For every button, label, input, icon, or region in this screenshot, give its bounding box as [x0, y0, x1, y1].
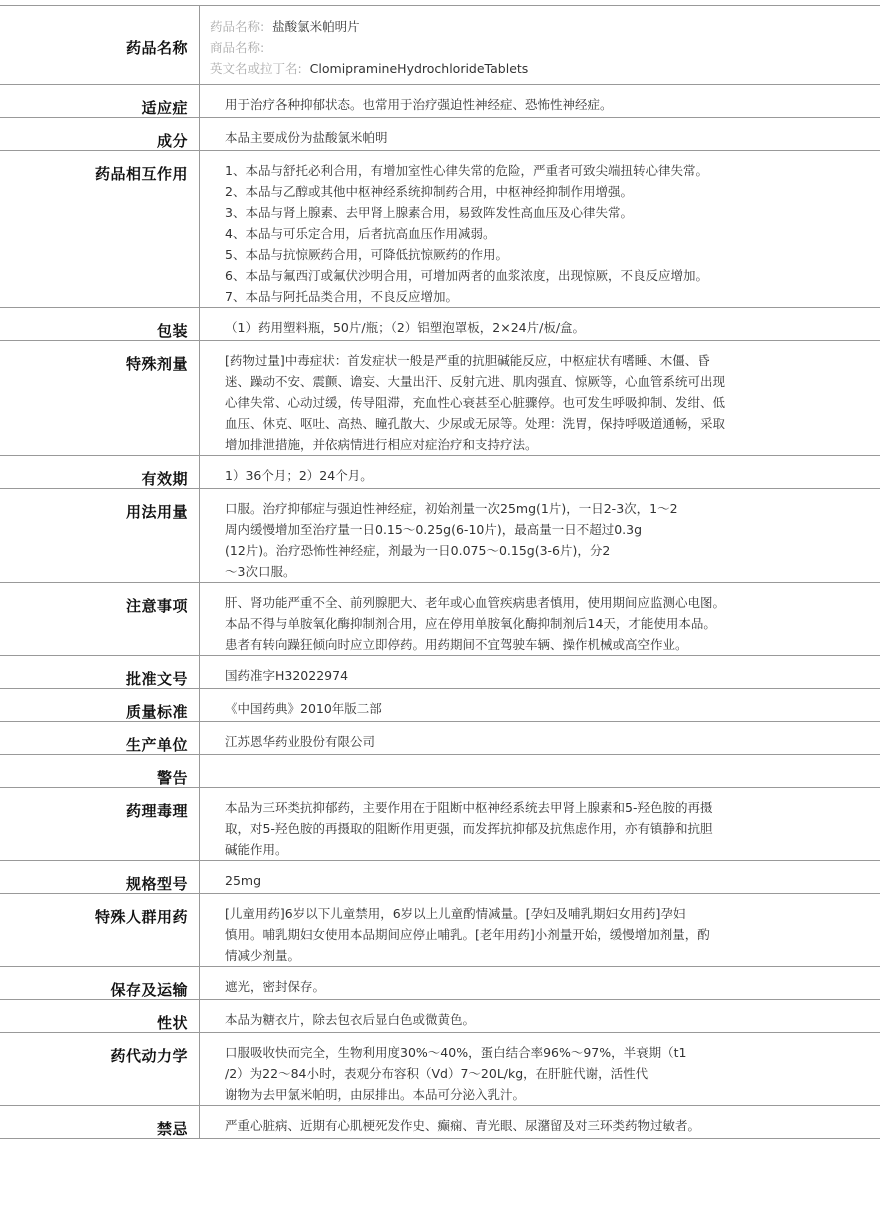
text-line: 3、本品与肾上腺素、去甲肾上腺素合用，易致阵发性高血压及心律失常。: [225, 205, 633, 220]
contraindications-text: 严重心脏病、近期有心肌梗死发作史、癫痫、青光眼、尿潴留及对三环类药物过敏者。: [225, 1118, 701, 1133]
text-line: 周内缓慢增加至治疗量一日0.15～0.25g(6-10片)，最高量一日不超过0.3g: [225, 522, 643, 537]
row-warning: [0, 755, 880, 788]
text-line: 心律失常、心动过缓，传导阻滞，充血性心衰甚至心脏骤停。也可发生呼吸抑制、发绀、低: [225, 395, 726, 410]
special-population-text: [200, 894, 880, 966]
row-label: 有效期: [0, 456, 200, 488]
row-drug-name: [0, 6, 880, 85]
manufacturer-text: 江苏恩华药业股份有限公司: [225, 734, 376, 749]
row-label: 警告: [0, 755, 200, 787]
row-storage: [0, 967, 880, 1000]
text-line: 5、本品与抗惊厥药合用，可降低抗惊厥药的作用。: [225, 247, 508, 262]
storage-text: 遮光，密封保存。: [225, 979, 326, 994]
row-label: 性状: [0, 1000, 200, 1032]
row-ingredients: [0, 118, 880, 151]
text-line: ～3次口服。: [225, 564, 296, 579]
row-interactions: [0, 151, 880, 308]
row-contraindications: [0, 1106, 880, 1139]
text-line: 慎用。哺乳期妇女使用本品期间应停止哺乳。[老年用药]小剂量开始，缓慢增加剂量，酌: [225, 927, 710, 942]
text-line: 取，对5-羟色胺的再摄取的阻断作用更强，而发挥抗抑郁及抗焦虑作用，亦有镇静和抗胆: [225, 821, 713, 836]
text-line: 口服。治疗抑郁症与强迫性神经症，初始剂量一次25mg(1片)，一日2-3次，1～2: [225, 501, 678, 516]
text-line: 迷、躁动不安、震颤、谵妄、大量出汗、反射亢进、肌肉强直、惊厥等，心血管系统可出现: [225, 374, 726, 389]
row-label: 批准文号: [0, 656, 200, 688]
approval-text: 国药准字H32022974: [225, 668, 349, 683]
indication-text: 用于治疗各种抑郁状态。也常用于治疗强迫性神经症、恐怖性神经症。: [225, 97, 613, 112]
standard-text: 《中国药典》2010年版二部: [225, 701, 382, 716]
text-line: 7、本品与阿托品类合用，不良反应增加。: [225, 289, 458, 304]
row-spec: [0, 861, 880, 894]
trade-name-key: 商品名称:: [210, 40, 265, 55]
row-label: 包装: [0, 308, 200, 340]
drug-info-table: [0, 5, 880, 1139]
drug-name-cell: [200, 6, 880, 84]
row-precautions: [0, 583, 880, 656]
row-indication: [0, 85, 880, 118]
row-approval: [0, 656, 880, 689]
row-label: 药品相互作用: [0, 151, 200, 307]
row-label: 注意事项: [0, 583, 200, 655]
row-label: 生产单位: [0, 722, 200, 754]
row-label: 质量标准: [0, 689, 200, 721]
row-special-dose: [0, 341, 880, 456]
text-line: [药物过量]中毒症状：首发症状一般是严重的抗胆碱能反应，中枢症状有嗜睡、木僵、昏: [225, 353, 710, 368]
text-line: 情减少剂量。: [225, 948, 301, 963]
row-label: 药品名称: [0, 6, 200, 84]
special-dose-text: [200, 341, 880, 455]
pharmacokinetics-text: [200, 1033, 880, 1105]
text-line: 6、本品与氟西汀或氟伏沙明合用，可增加两者的血浆浓度，出现惊厥，不良反应增加。: [225, 268, 708, 283]
row-pharmacokinetics: [0, 1033, 880, 1106]
text-line: 2、本品与乙醇或其他中枢神经系统抑制药合用，中枢神经抑制作用增强。: [225, 184, 633, 199]
row-description: [0, 1000, 880, 1033]
row-label: 药代动力学: [0, 1033, 200, 1105]
row-label: 适应症: [0, 85, 200, 117]
row-packaging: [0, 308, 880, 341]
row-label: 特殊剂量: [0, 341, 200, 455]
ingredients-text: 本品主要成份为盐酸氯米帕明: [225, 130, 388, 145]
usage-text: [200, 489, 880, 582]
interactions-text: [200, 151, 880, 307]
row-label: 特殊人群用药: [0, 894, 200, 966]
text-line: 增加排泄措施，并依病情进行相应对症治疗和支持疗法。: [225, 437, 538, 452]
packaging-text: （1）药用塑料瓶，50片/瓶；（2）铝塑泡罩板，2×24片/板/盒。: [225, 320, 586, 335]
generic-name-value: 盐酸氯米帕明片: [272, 19, 360, 34]
text-line: 4、本品与可乐定合用，后者抗高血压作用减弱。: [225, 226, 496, 241]
row-label: 药理毒理: [0, 788, 200, 860]
precautions-text: [200, 583, 880, 655]
row-validity: [0, 456, 880, 489]
row-label: 成分: [0, 118, 200, 150]
text-line: 血压、休克、呕吐、高热、瞳孔散大、少尿或无尿等。处理：洗胃，保持呼吸道通畅，采取: [225, 416, 726, 431]
text-line: 肝、肾功能严重不全、前列腺肥大、老年或心血管疾病患者慎用，使用期间应监测心电图。: [225, 595, 726, 610]
english-name-key: 英文名或拉丁名:: [210, 61, 302, 76]
row-label: 保存及运输: [0, 967, 200, 999]
text-line: 碱能作用。: [225, 842, 288, 857]
text-line: 患者有转向躁狂倾向时应立即停药。用药期间不宜驾驶车辆、操作机械或高空作业。: [225, 637, 688, 652]
text-line: [儿童用药]6岁以下儿童禁用，6岁以上儿童酌情减量。[孕妇及哺乳期妇女用药]孕妇: [225, 906, 686, 921]
text-line: (12片)。治疗恐怖性神经症，剂最为一日0.075～0.15g(3-6片)，分2: [225, 543, 611, 558]
warning-text: [200, 755, 880, 787]
text-line: 谢物为去甲氯米帕明，由尿排出。本品可分泌入乳汁。: [225, 1087, 526, 1102]
row-label: 禁忌: [0, 1106, 200, 1138]
row-usage: [0, 489, 880, 583]
pharmacology-text: [200, 788, 880, 860]
spec-text: 25mg: [225, 873, 262, 888]
generic-name-key: 药品名称:: [210, 19, 265, 34]
text-line: 口服吸收快而完全，生物利用度30%～40%，蛋白结合率96%～97%，半衰期（t1: [225, 1045, 687, 1060]
row-label: 用法用量: [0, 489, 200, 582]
text-line: 本品为三环类抗抑郁药，主要作用在于阻断中枢神经系统去甲肾上腺素和5-羟色胺的再摄: [225, 800, 713, 815]
text-line: /2）为22～84小时，表观分布容积（Vd）7～20L/kg，在肝脏代谢，活性代: [225, 1066, 649, 1081]
row-standard: [0, 689, 880, 722]
text-line: 1、本品与舒托必利合用，有增加室性心律失常的危险，严重者可致尖端扭转心律失常。: [225, 163, 708, 178]
description-text: 本品为糖衣片，除去包衣后显白色或微黄色。: [225, 1012, 476, 1027]
text-line: 本品不得与单胺氧化酶抑制剂合用，应在停用单胺氧化酶抑制剂后14天，才能使用本品。: [225, 616, 716, 631]
row-pharmacology: [0, 788, 880, 861]
english-name-value: ClomipramineHydrochlorideTablets: [309, 61, 529, 76]
validity-text: 1）36个月；2）24个月。: [225, 468, 373, 483]
row-special-population: [0, 894, 880, 967]
row-label: 规格型号: [0, 861, 200, 893]
row-manufacturer: [0, 722, 880, 755]
